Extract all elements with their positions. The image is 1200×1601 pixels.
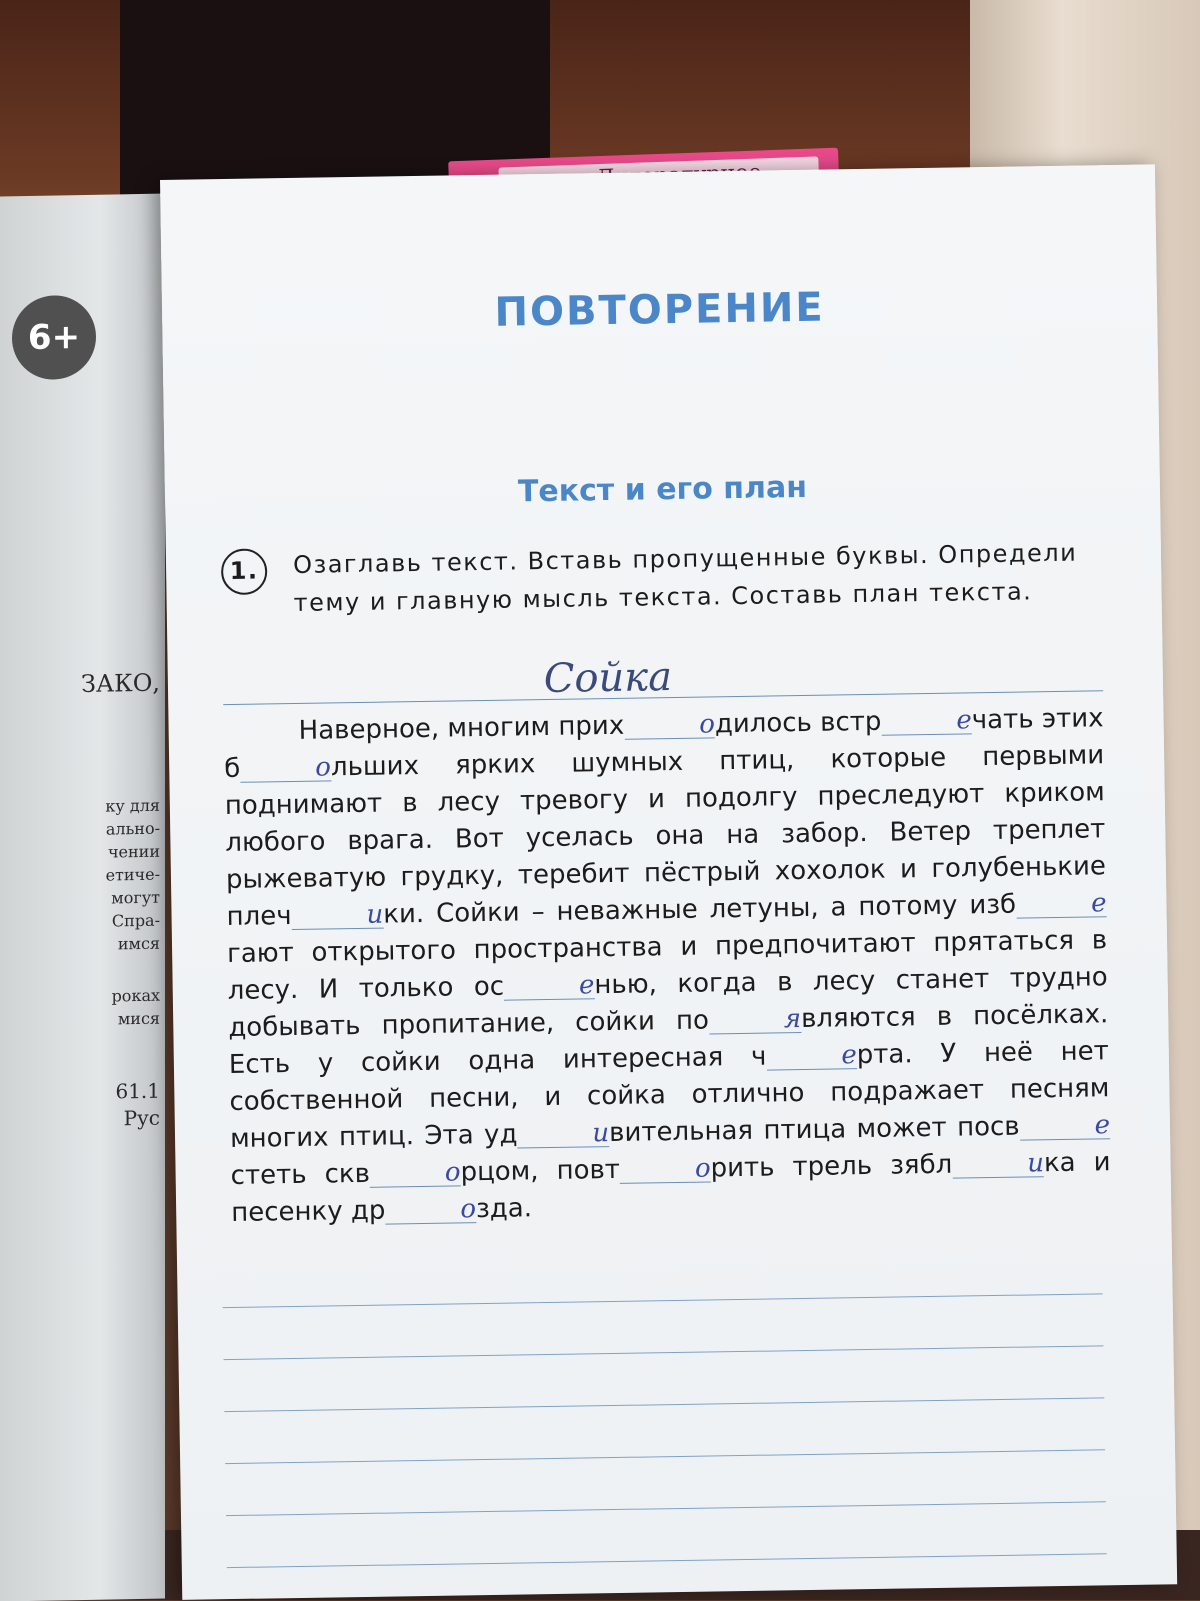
left-fragment-line: роках (111, 985, 160, 1006)
passage-text: зда. (475, 1193, 533, 1225)
answer-line[interactable] (224, 1345, 1104, 1360)
passage-text: стеть скв (230, 1158, 371, 1192)
passage-text: льших ярких шумных птиц, которые первыми поднимают в лесу тревогу и подолгу преследуют криком любого врага. Вот уселась она на забор. Ветер треплет рыжеватую грудку, теребит пёстрый хохолок и голубенькие плеч (224, 740, 1107, 933)
answer-line[interactable] (223, 1293, 1103, 1308)
passage-text: рцом, повт (460, 1154, 621, 1188)
workbook-page (160, 164, 1177, 1599)
left-fragments (0, 794, 160, 958)
passage-paragraph (223, 700, 1111, 1232)
passage-text: вляются в посёлках. Есть у сойки одна интересная ч (228, 999, 1109, 1081)
handwritten-title: Сойка (543, 654, 673, 703)
passage-text: ка и песенку др (230, 1147, 1111, 1229)
answer-line[interactable] (224, 1397, 1104, 1412)
left-fragment-line: чении (107, 841, 160, 862)
inserted-letter[interactable]: е (1016, 890, 1107, 918)
left-fragment-line: Спра- (111, 910, 160, 931)
left-code-1: 61.1 (115, 1078, 160, 1104)
left-fragment-line: имся (117, 933, 160, 954)
passage-text: рта. У неё нет собственной песни, и сойка отлично подражает песням многих птиц. Эта уд (229, 1036, 1110, 1155)
inserted-letter[interactable]: и (517, 1120, 609, 1148)
passage-text: гают открытого пространства и предпочитают прятаться в лесу. И только ос (226, 925, 1108, 1007)
task-instructions: Озаглавь текст. Вставь пропущенные буквы. Определи тему и главную мысль текста. Составь план текста. (292, 538, 1078, 617)
inserted-letter[interactable]: е (766, 1042, 857, 1070)
inserted-letter[interactable]: е (881, 707, 972, 735)
left-fragment-line: ку для (105, 795, 160, 816)
passage-text: ки. Сойки – неважные летуны, а потому изб (383, 889, 1017, 930)
task-1 (221, 533, 1102, 623)
left-page (0, 194, 165, 1601)
inserted-letter[interactable]: е (1019, 1112, 1110, 1140)
passage-text: дилось встр (714, 706, 882, 740)
inserted-letter[interactable]: о (624, 711, 715, 739)
passage-text: рить трель зябл (710, 1149, 953, 1184)
answer-line[interactable] (226, 1501, 1106, 1516)
age-rating-badge: 6+ (12, 295, 96, 380)
inserted-letter[interactable]: я (709, 1006, 802, 1034)
inserted-letter[interactable]: о (240, 754, 331, 782)
left-fragment-top: ЗАКО, (80, 668, 160, 699)
passage-text: вительная птица может посв (608, 1111, 1020, 1149)
inserted-letter[interactable]: и (952, 1150, 1044, 1178)
inserted-letter[interactable]: и (291, 902, 383, 930)
inserted-letter[interactable]: е (504, 972, 595, 1000)
inserted-letter[interactable]: о (385, 1196, 476, 1224)
inserted-letter[interactable]: о (370, 1159, 461, 1187)
answer-line[interactable] (227, 1553, 1107, 1568)
left-fragments-2 (0, 984, 160, 1033)
subsection-title: Текст и его план (517, 469, 808, 510)
passage-text: чать этих б (224, 703, 1104, 785)
passage (223, 700, 1111, 1232)
section-title: ПОВТОРЕНИЕ (494, 284, 826, 336)
left-code-2: Рус (123, 1105, 160, 1131)
task-number: 1. (221, 548, 268, 595)
answer-line[interactable] (225, 1449, 1105, 1464)
left-fragment-line: ально- (105, 818, 160, 839)
passage-text: Наверное, многим прих (298, 710, 625, 746)
left-fragment-line: могут (111, 887, 160, 908)
left-fragment-line: мися (117, 1008, 160, 1029)
inserted-letter[interactable]: о (620, 1155, 711, 1183)
left-fragment-line: етиче- (105, 864, 160, 885)
passage-text: нью, когда в лесу станет трудно добывать пропитание, сойки по (228, 962, 1108, 1044)
